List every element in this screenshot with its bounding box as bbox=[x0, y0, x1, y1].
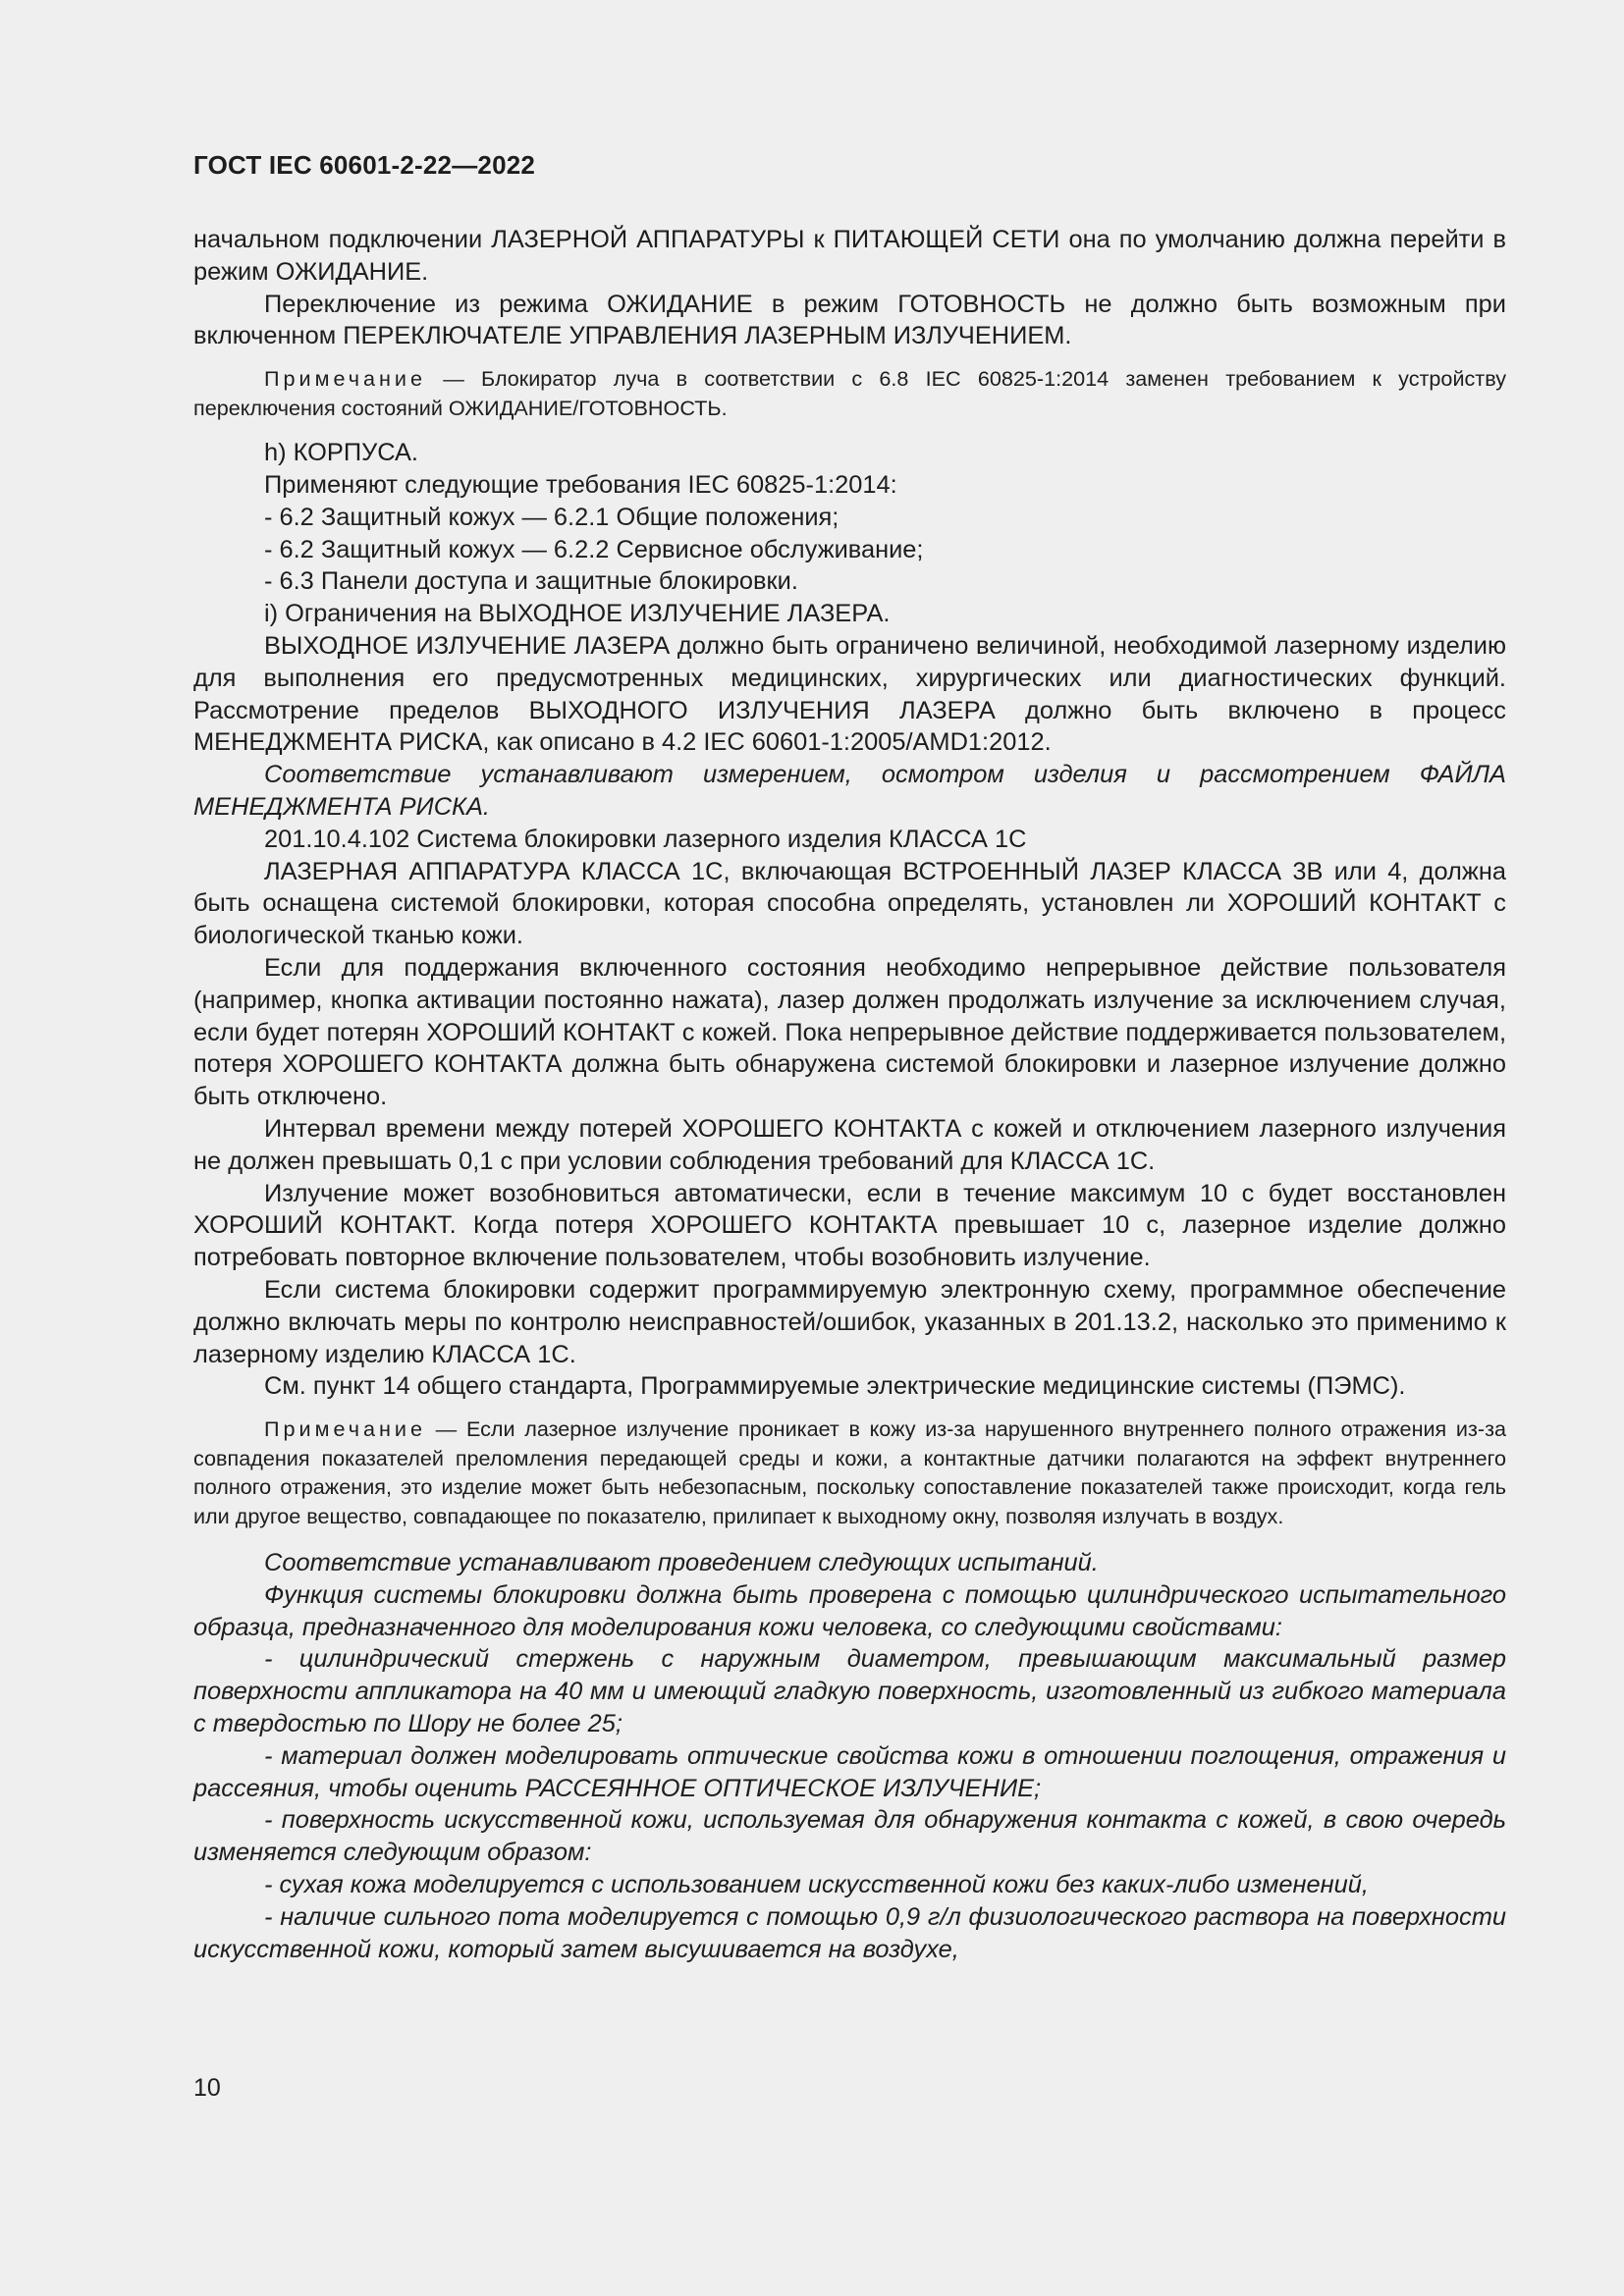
note-text: — Блокиратор луча в соответствии с 6.8 IEC 60825-1:2014 заменен требованием к устройству переключения состояний ОЖИДАНИЕ/ГОТОВНОСТЬ. bbox=[193, 366, 1506, 420]
note-text: — Если лазерное излучение проникает в кожу из-за нарушенного внутреннего полного отражения из-за совпадения показателей преломления передающей среды и кожи, а контактные датчики полагаются на эффект внутреннего полного отражения, это изделие может быть небезопасным, поскольку сопоставление показателей также происходит, когда гель или другое вещество, совпадающее по показателю, прилипает к выходному окну, позволяя излучать в воздух. bbox=[193, 1416, 1506, 1528]
compliance-paragraph: Соответствие устанавливают измерением, осмотром изделия и рассмотрением ФАЙЛА МЕНЕДЖМЕНТА РИСКА. bbox=[193, 761, 1506, 821]
paragraph: Если для поддержания включенного состояния необходимо непрерывное действие пользователя (например, кнопка активации постоянно нажата), лазер должен продолжать излучение за исключением случая, если будет потерян ХОРОШИЙ КОНТАКТ с кожей. Пока непрерывное действие поддерживается пользователем, потеря ХОРОШЕГО КОНТАКТА должна быть обнаружена системой блокировки и лазерное излучение должно быть отключено. bbox=[193, 953, 1506, 1111]
list-heading: h) КОРПУСА. bbox=[264, 439, 418, 467]
list-item: - цилиндрический стержень с наружным диаметром, превышающим максимальный размер поверхности аппликатора на 40 мм и имеющий гладкую поверхность, изготовленный из гибкого материала с твердостью по Шору не более 25; bbox=[193, 1645, 1506, 1738]
paragraph: начальном подключении ЛАЗЕРНОЙ АППАРАТУРЫ к ПИТАЮЩЕЙ СЕТИ она по умолчанию должна перейти в режим ОЖИДАНИЕ. bbox=[193, 226, 1506, 286]
note-label: Примечание bbox=[264, 1416, 426, 1442]
section-title: 201.10.4.102 Система блокировки лазерного изделия КЛАССА 1С bbox=[264, 825, 1027, 853]
list-item: - наличие сильного пота моделируется с помощью 0,9 г/л физиологического раствора на поверхности искусственной кожи, который затем высушивается на воздухе, bbox=[193, 1902, 1506, 1963]
paragraph: Применяют следующие требования IEC 60825-1:2014: bbox=[264, 470, 897, 499]
list-item: - сухая кожа моделируется с использованием искусственной кожи без каких-либо изменений, bbox=[264, 1871, 1369, 1899]
list-item: - 6.2 Защитный кожух — 6.2.2 Сервисное обслуживание; bbox=[264, 535, 924, 563]
paragraph: Если система блокировки содержит программируемую электронную схему, программное обеспечение должно включать меры по контролю неисправностей/ошибок, указанных в 201.13.2, насколько это применимо к лазерному изделию КЛАССА 1С. bbox=[193, 1275, 1506, 1368]
paragraph: См. пункт 14 общего стандарта, Программируемые электрические медицинские системы (ПЭМС). bbox=[264, 1372, 1406, 1401]
paragraph: Интервал времени между потерей ХОРОШЕГО КОНТАКТА с кожей и отключением лазерного излучения не должен превышать 0,1 с при условии соблюдения требований для КЛАССА 1С. bbox=[193, 1114, 1506, 1175]
paragraph: Переключение из режима ОЖИДАНИЕ в режим ГОТОВНОСТЬ не должно быть возможным при включенном ПЕРЕКЛЮЧАТЕЛЕ УПРАВЛЕНИЯ ЛАЗЕРНЫМ ИЗЛУЧЕНИЕМ. bbox=[193, 290, 1506, 350]
page-number: 10 bbox=[193, 2074, 221, 2102]
list-item: - поверхность искусственной кожи, используемая для обнаружения контакта с кожей, в свою очередь изменяется следующим образом: bbox=[193, 1806, 1506, 1867]
note-label: Примечание bbox=[264, 366, 426, 392]
list-heading: i) Ограничения на ВЫХОДНОЕ ИЗЛУЧЕНИЕ ЛАЗЕРА. bbox=[264, 600, 891, 628]
paragraph: ЛАЗЕРНАЯ АППАРАТУРА КЛАССА 1С, включающая ВСТРОЕННЫЙ ЛАЗЕР КЛАССА 3В или 4, должна быть оснащена системой блокировки, которая способна определять, установлен ли ХОРОШИЙ КОНТАКТ с биологической тканью кожи. bbox=[193, 857, 1506, 950]
page-body bbox=[193, 224, 1506, 1965]
note-paragraph bbox=[193, 1415, 1506, 1530]
page-header: ГОСТ IEC 60601-2-22—2022 bbox=[193, 150, 536, 180]
paragraph: ВЫХОДНОЕ ИЗЛУЧЕНИЕ ЛАЗЕРА должно быть ограничено величиной, необходимой лазерному изделию для выполнения его предусмотренных медицинских, хирургических или диагностических функций. Рассмотрение пределов ВЫХОДНОГО ИЗЛУЧЕНИЯ ЛАЗЕРА должно быть включено в процесс МЕНЕДЖМЕНТА РИСКА, как описано в 4.2 IEC 60601-1:2005/AMD1:2012. bbox=[193, 631, 1506, 757]
note-paragraph bbox=[193, 364, 1506, 422]
paragraph: Излучение может возобновиться автоматически, если в течение максимум 10 с будет восстановлен ХОРОШИЙ КОНТАКТ. Когда потеря ХОРОШЕГО КОНТАКТА превышает 10 с, лазерное изделие должно потребовать повторное включение пользователем, чтобы возобновить излучение. bbox=[193, 1179, 1506, 1272]
compliance-paragraph: Соответствие устанавливают проведением следующих испытаний. bbox=[264, 1549, 1099, 1577]
compliance-paragraph: Функция системы блокировки должна быть проверена с помощью цилиндрического испытательного образца, предназначенного для моделирования кожи человека, со следующими свойствами: bbox=[193, 1580, 1506, 1641]
list-item: - 6.2 Защитный кожух — 6.2.1 Общие положения; bbox=[264, 503, 839, 531]
list-item: - 6.3 Панели доступа и защитные блокировки. bbox=[264, 567, 798, 596]
list-item: - материал должен моделировать оптические свойства кожи в отношении поглощения, отражения и рассеяния, чтобы оценить РАССЕЯННОЕ ОПТИЧЕСКОЕ ИЗЛУЧЕНИЕ; bbox=[193, 1741, 1506, 1802]
